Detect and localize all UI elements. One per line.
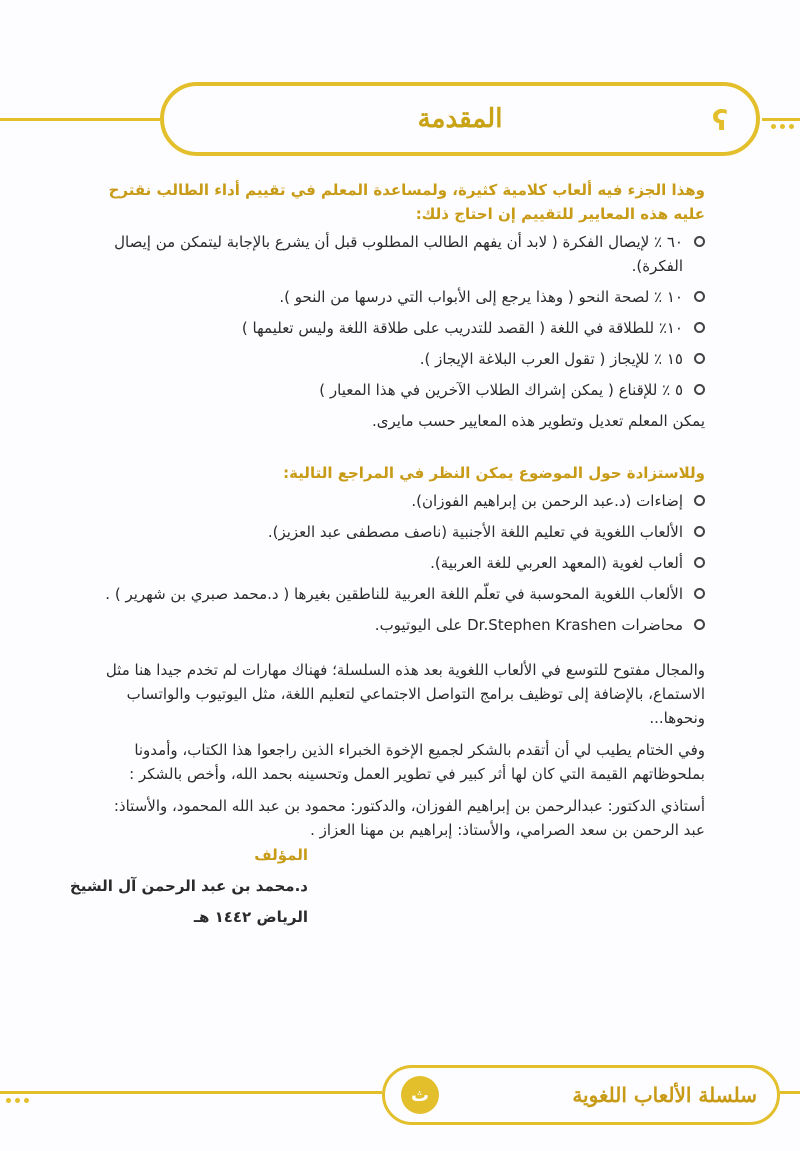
circle-bullet-icon <box>694 322 705 333</box>
reference-item: الألعاب اللغوية المحوسبة في تعلّم اللغة العربية للناطقين بغيرها ( د.محمد صبري بن شهرير ) . <box>95 582 705 606</box>
reference-item: الألعاب اللغوية في تعليم اللغة الأجنبية (ناصف مصطفى عبد العزيز). <box>95 520 705 544</box>
thanks-names-paragraph: أستاذي الدكتور: عبدالرحمن بن إبراهيم الفوزان، والدكتور: محمود بن عبد الله المحمود، والأستاذ: عبد الرحمن بن سعد الصرامي، والأستاذ: إبراهيم بن مهنا العزاز . <box>113 797 705 839</box>
thanks-paragraph: وفي الختام يطيب لي أن أتقدم بالشكر لجميع الإخوة الخبراء الذين راجعوا هذا الكتاب، وأمدونا بملحوظاتهم القيمة التي كان لها أثر كبير في تطوير العمل وتحسينه بحمد الله، وأخص بالشكر : <box>129 741 705 783</box>
intro-paragraph: وهذا الجزء فيه ألعاب كلامية كثيرة، ولمساعدة المعلم في تقييم أداء الطالب نقترح عليه هذه المعايير للتقييم إن احتاج ذلك: <box>108 181 705 223</box>
page-number-badge: ث <box>401 1076 439 1114</box>
circle-bullet-icon <box>694 384 705 395</box>
header-dots-ornament <box>767 114 794 133</box>
criteria-item: ٥ ٪ للإقناع ( يمكن إشراك الطلاب الآخرين في هذا المعيار ) <box>95 378 705 402</box>
reference-item: ألعاب لغوية (المعهد العربي للغة العربية). <box>95 551 705 575</box>
footer-rule-left <box>0 1091 382 1094</box>
quote-ornament-icon: ʕ <box>711 104 728 137</box>
circle-bullet-icon <box>694 291 705 302</box>
circle-bullet-icon <box>694 495 705 506</box>
criteria-item: ٦٠ ٪ لإيصال الفكرة ( لابد أن يفهم الطالب المطلوب قبل أن يشرع بالإجابة ليتمكن من إيصال الفكرة). <box>95 230 705 278</box>
criteria-list <box>95 230 705 402</box>
circle-bullet-icon <box>694 619 705 630</box>
criteria-note: يمكن المعلم تعديل وتطوير هذه المعايير حسب مايرى. <box>371 412 705 430</box>
series-name: سلسلة الألعاب اللغوية <box>572 1083 757 1107</box>
references-list <box>95 489 705 637</box>
main-content <box>95 178 705 850</box>
reference-item: إضاءات (د.عبد الرحمن بن إبراهيم الفوزان). <box>95 489 705 513</box>
circle-bullet-icon <box>694 557 705 568</box>
references-heading: وللاستزادة حول الموضوع يمكن النظر في المراجع التالية: <box>283 464 705 482</box>
place-date: الرياض ١٤٤٢ هـ <box>193 908 308 926</box>
criteria-item: ١٠٪ للطلاقة في اللغة ( القصد للتدريب على طلاقة اللغة وليس تعليمها ) <box>95 316 705 340</box>
reference-item: محاضرات Dr.Stephen Krashen على اليوتيوب. <box>95 613 705 637</box>
author-name: د.محمد بن عبد الرحمن آل الشيخ <box>69 877 308 895</box>
footer-rule-right <box>780 1091 800 1094</box>
author-role: المؤلف <box>254 846 308 864</box>
scope-paragraph: والمجال مفتوح للتوسع في الألعاب اللغوية بعد هذه السلسلة؛ فهناك مهارات لم تخدم جيدا هنا مثل الاستماع، بالإضافة إلى توظيف برامج التواصل الاجتماعي لتعليم اللغة، مثل اليوتيوب والواتساب ونحوها... <box>105 661 705 727</box>
circle-bullet-icon <box>694 588 705 599</box>
title-frame <box>160 82 760 156</box>
circle-bullet-icon <box>694 353 705 364</box>
footer-dots-ornament <box>6 1088 33 1107</box>
criteria-item: ١٥ ٪ للإيجاز ( تقول العرب البلاغة الإيجاز ). <box>95 347 705 371</box>
circle-bullet-icon <box>694 526 705 537</box>
page-title: المقدمة <box>417 104 503 134</box>
criteria-item: ١٠ ٪ لصحة النحو ( وهذا يرجع إلى الأبواب التي درسها من النحو ). <box>95 285 705 309</box>
author-signature <box>70 840 308 933</box>
footer-frame <box>382 1065 780 1125</box>
circle-bullet-icon <box>694 236 705 247</box>
header-rule-left <box>0 118 160 121</box>
